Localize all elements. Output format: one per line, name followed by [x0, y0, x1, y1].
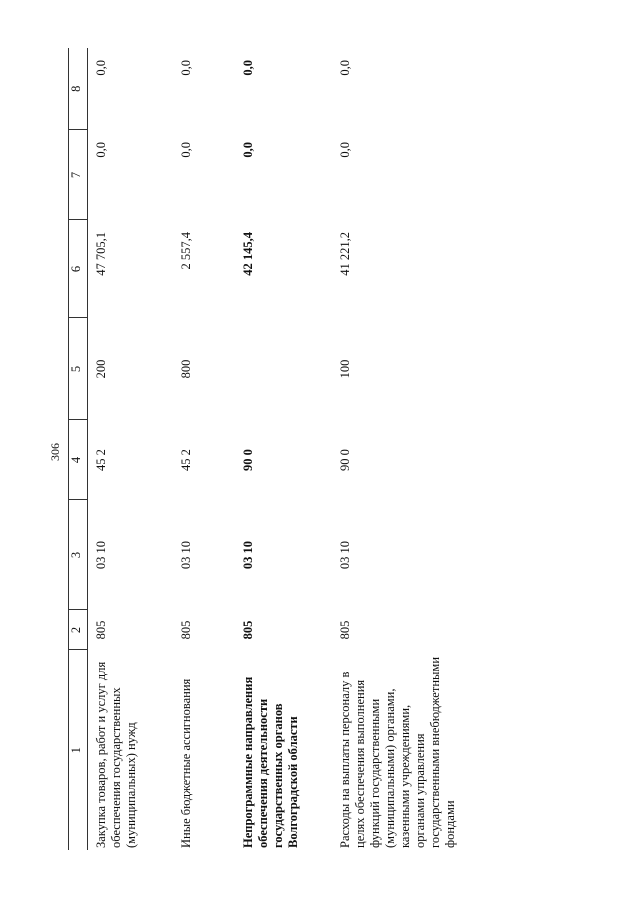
- row-value-7: 0,0: [241, 142, 255, 158]
- row-name: Закупка товаров, работ и услуг для обеспечения государственных (муниципальных) нужд: [94, 661, 138, 848]
- row-code-3: 03 10: [338, 540, 352, 570]
- row-value-7: 0,0: [179, 142, 193, 158]
- header-col-2: 2: [69, 610, 88, 650]
- header-col-7: 7: [69, 130, 88, 220]
- row-code-2: 805: [94, 620, 108, 640]
- row-value-6: 2 557,4: [179, 232, 193, 270]
- table-row: [88, 48, 174, 850]
- row-code-4: 45 2: [94, 449, 108, 471]
- row-code-2: 805: [179, 620, 193, 640]
- budget-table: [68, 48, 486, 850]
- header-col-3: 3: [69, 500, 88, 610]
- table-row: [235, 48, 332, 850]
- table-row: [173, 48, 235, 850]
- row-code-3: 03 10: [179, 540, 193, 570]
- header-col-6: 6: [69, 220, 88, 318]
- row-code-2: 805: [338, 620, 352, 640]
- row-value-8: 0,0: [241, 60, 255, 76]
- row-value-6: 42 145,4: [241, 232, 255, 276]
- header-row: [69, 48, 88, 850]
- header-col-4: 4: [69, 420, 88, 500]
- header-col-8: 8: [69, 48, 88, 130]
- row-value-7: 0,0: [338, 142, 352, 158]
- page-number: 306: [48, 443, 62, 461]
- row-value-7: 0,0: [94, 142, 108, 158]
- table-row: [332, 48, 486, 850]
- table-rotor: [68, 48, 457, 850]
- row-value-6: 41 221,2: [338, 232, 352, 276]
- row-value-8: 0,0: [94, 60, 108, 76]
- row-code-5: 100: [338, 359, 352, 379]
- row-value-6: 47 705,1: [94, 232, 108, 276]
- row-code-4: 90 0: [241, 449, 255, 471]
- header-col-1: 1: [69, 650, 88, 850]
- row-value-8: 0,0: [179, 60, 193, 76]
- row-code-4: 45 2: [179, 449, 193, 471]
- row-code-4: 90 0: [338, 449, 352, 471]
- row-code-2: 805: [241, 620, 255, 640]
- row-code-5: [235, 318, 332, 420]
- row-name: Расходы на выплаты персоналу в целях обеспечения выполнения функций государственными (муниципальными) органами, казенными учреждениями, органами управления государственными внебюджетными фондами: [338, 656, 457, 848]
- row-code-5: 200: [94, 359, 108, 379]
- row-code-3: 03 10: [241, 540, 255, 570]
- row-name: Непрограммные направления обеспечения деятельности государственных органов Волгоградской области: [241, 676, 300, 848]
- row-value-8: 0,0: [338, 60, 352, 76]
- row-code-3: 03 10: [94, 540, 108, 570]
- row-name: Иные бюджетные ассигнования: [179, 678, 193, 848]
- rotated-table-area: [68, 48, 457, 850]
- header-col-5: 5: [69, 318, 88, 420]
- row-code-5: 800: [179, 359, 193, 379]
